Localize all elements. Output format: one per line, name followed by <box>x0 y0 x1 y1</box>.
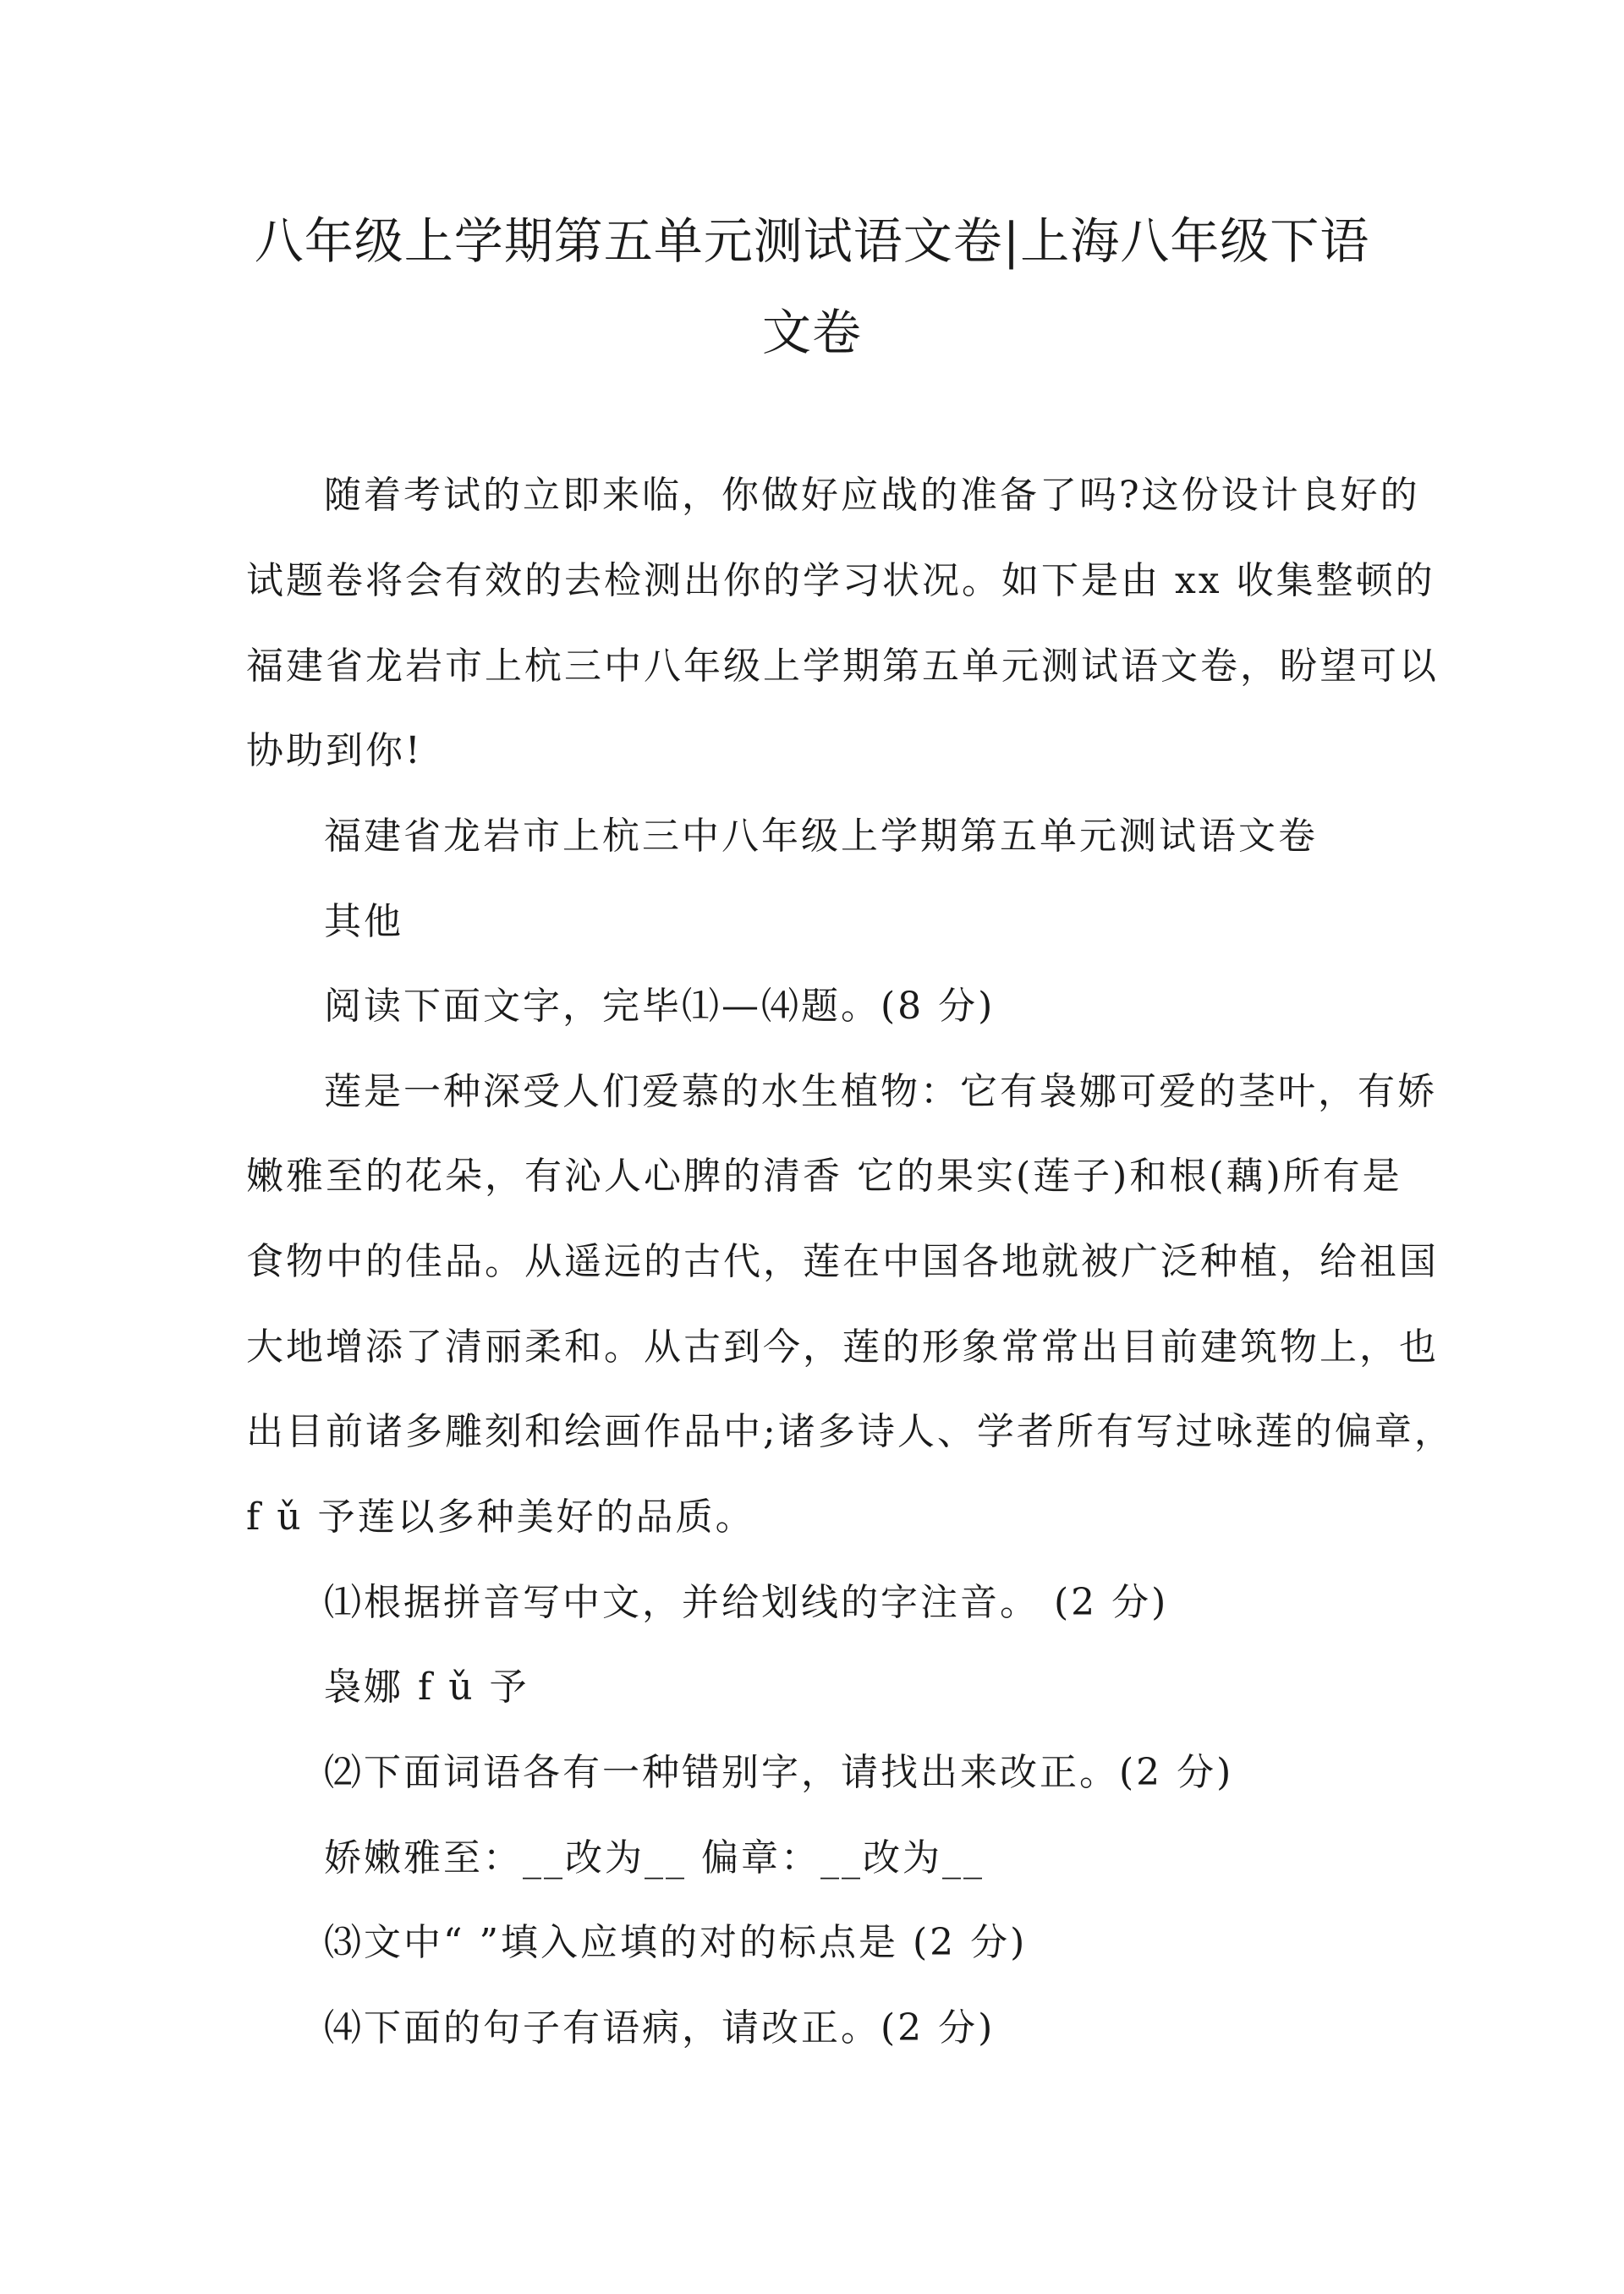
passage-line-2: 嫩雅至的花朵，有沁人心脾的清香 它的果实(莲子)和根(藕)所有是 <box>246 1155 1402 1198</box>
exam-name-line: 福建省龙岩市上杭三中八年级上学期第五单元测试语文卷 <box>324 815 1318 858</box>
intro-paragraph-line-4: 协助到你! <box>246 729 423 772</box>
reading-instruction: 阅读下面文字，完毕⑴—⑷题。(8 分) <box>324 985 996 1028</box>
passage-line-5: 出目前诸多雕刻和绘画作品中;诸多诗人、学者所有写过咏莲的偏章， <box>246 1410 1454 1453</box>
question-1-items: 袅娜 f ǔ 予 <box>324 1666 529 1709</box>
intro-paragraph-line-3: 福建省龙岩市上杭三中八年级上学期第五单元测试语文卷，盼望可以 <box>246 645 1439 688</box>
question-2-items: 娇嫩雅至：__改为__ 偏章：__改为__ <box>324 1836 985 1880</box>
document-title-line-1: 八年级上学期第五单元测试语文卷|上海八年级下语 <box>254 212 1370 270</box>
question-2: ⑵下面词语各有一种错别字，请找出来改正。(2 分) <box>324 1751 1234 1794</box>
section-label-other: 其他 <box>324 900 403 943</box>
question-3: ⑶文中“ ”填入应填的对的标点是 (2 分) <box>324 1921 1028 1964</box>
question-4: ⑷下面的句子有语病，请改正。(2 分) <box>324 2006 996 2050</box>
passage-line-6: f ǔ 予莲以多种美好的品质。 <box>246 1495 755 1539</box>
passage-line-3: 食物中的佳品。从遥远的古代，莲在中国各地就被广泛种植，给祖国 <box>246 1240 1439 1283</box>
passage-line-1: 莲是一种深受人们爱慕的水生植物：它有袅娜可爱的茎叶，有娇 <box>324 1070 1437 1113</box>
intro-paragraph-line-1: 随着考试的立即来临，你做好应战的准备了吗?这份设计良好的 <box>324 474 1420 517</box>
question-1: ⑴根据拼音写中文，并给划线的字注音。 (2 分) <box>324 1581 1169 1624</box>
intro-paragraph-line-2: 试题卷将会有效的去检测出你的学习状况。如下是由 xx 收集整顿的 <box>246 559 1435 602</box>
passage-line-4: 大地增添了清丽柔和。从古到今，莲的形象常常出目前建筑物上，也 <box>246 1325 1439 1369</box>
document-title-line-2: 文卷 <box>761 304 862 361</box>
